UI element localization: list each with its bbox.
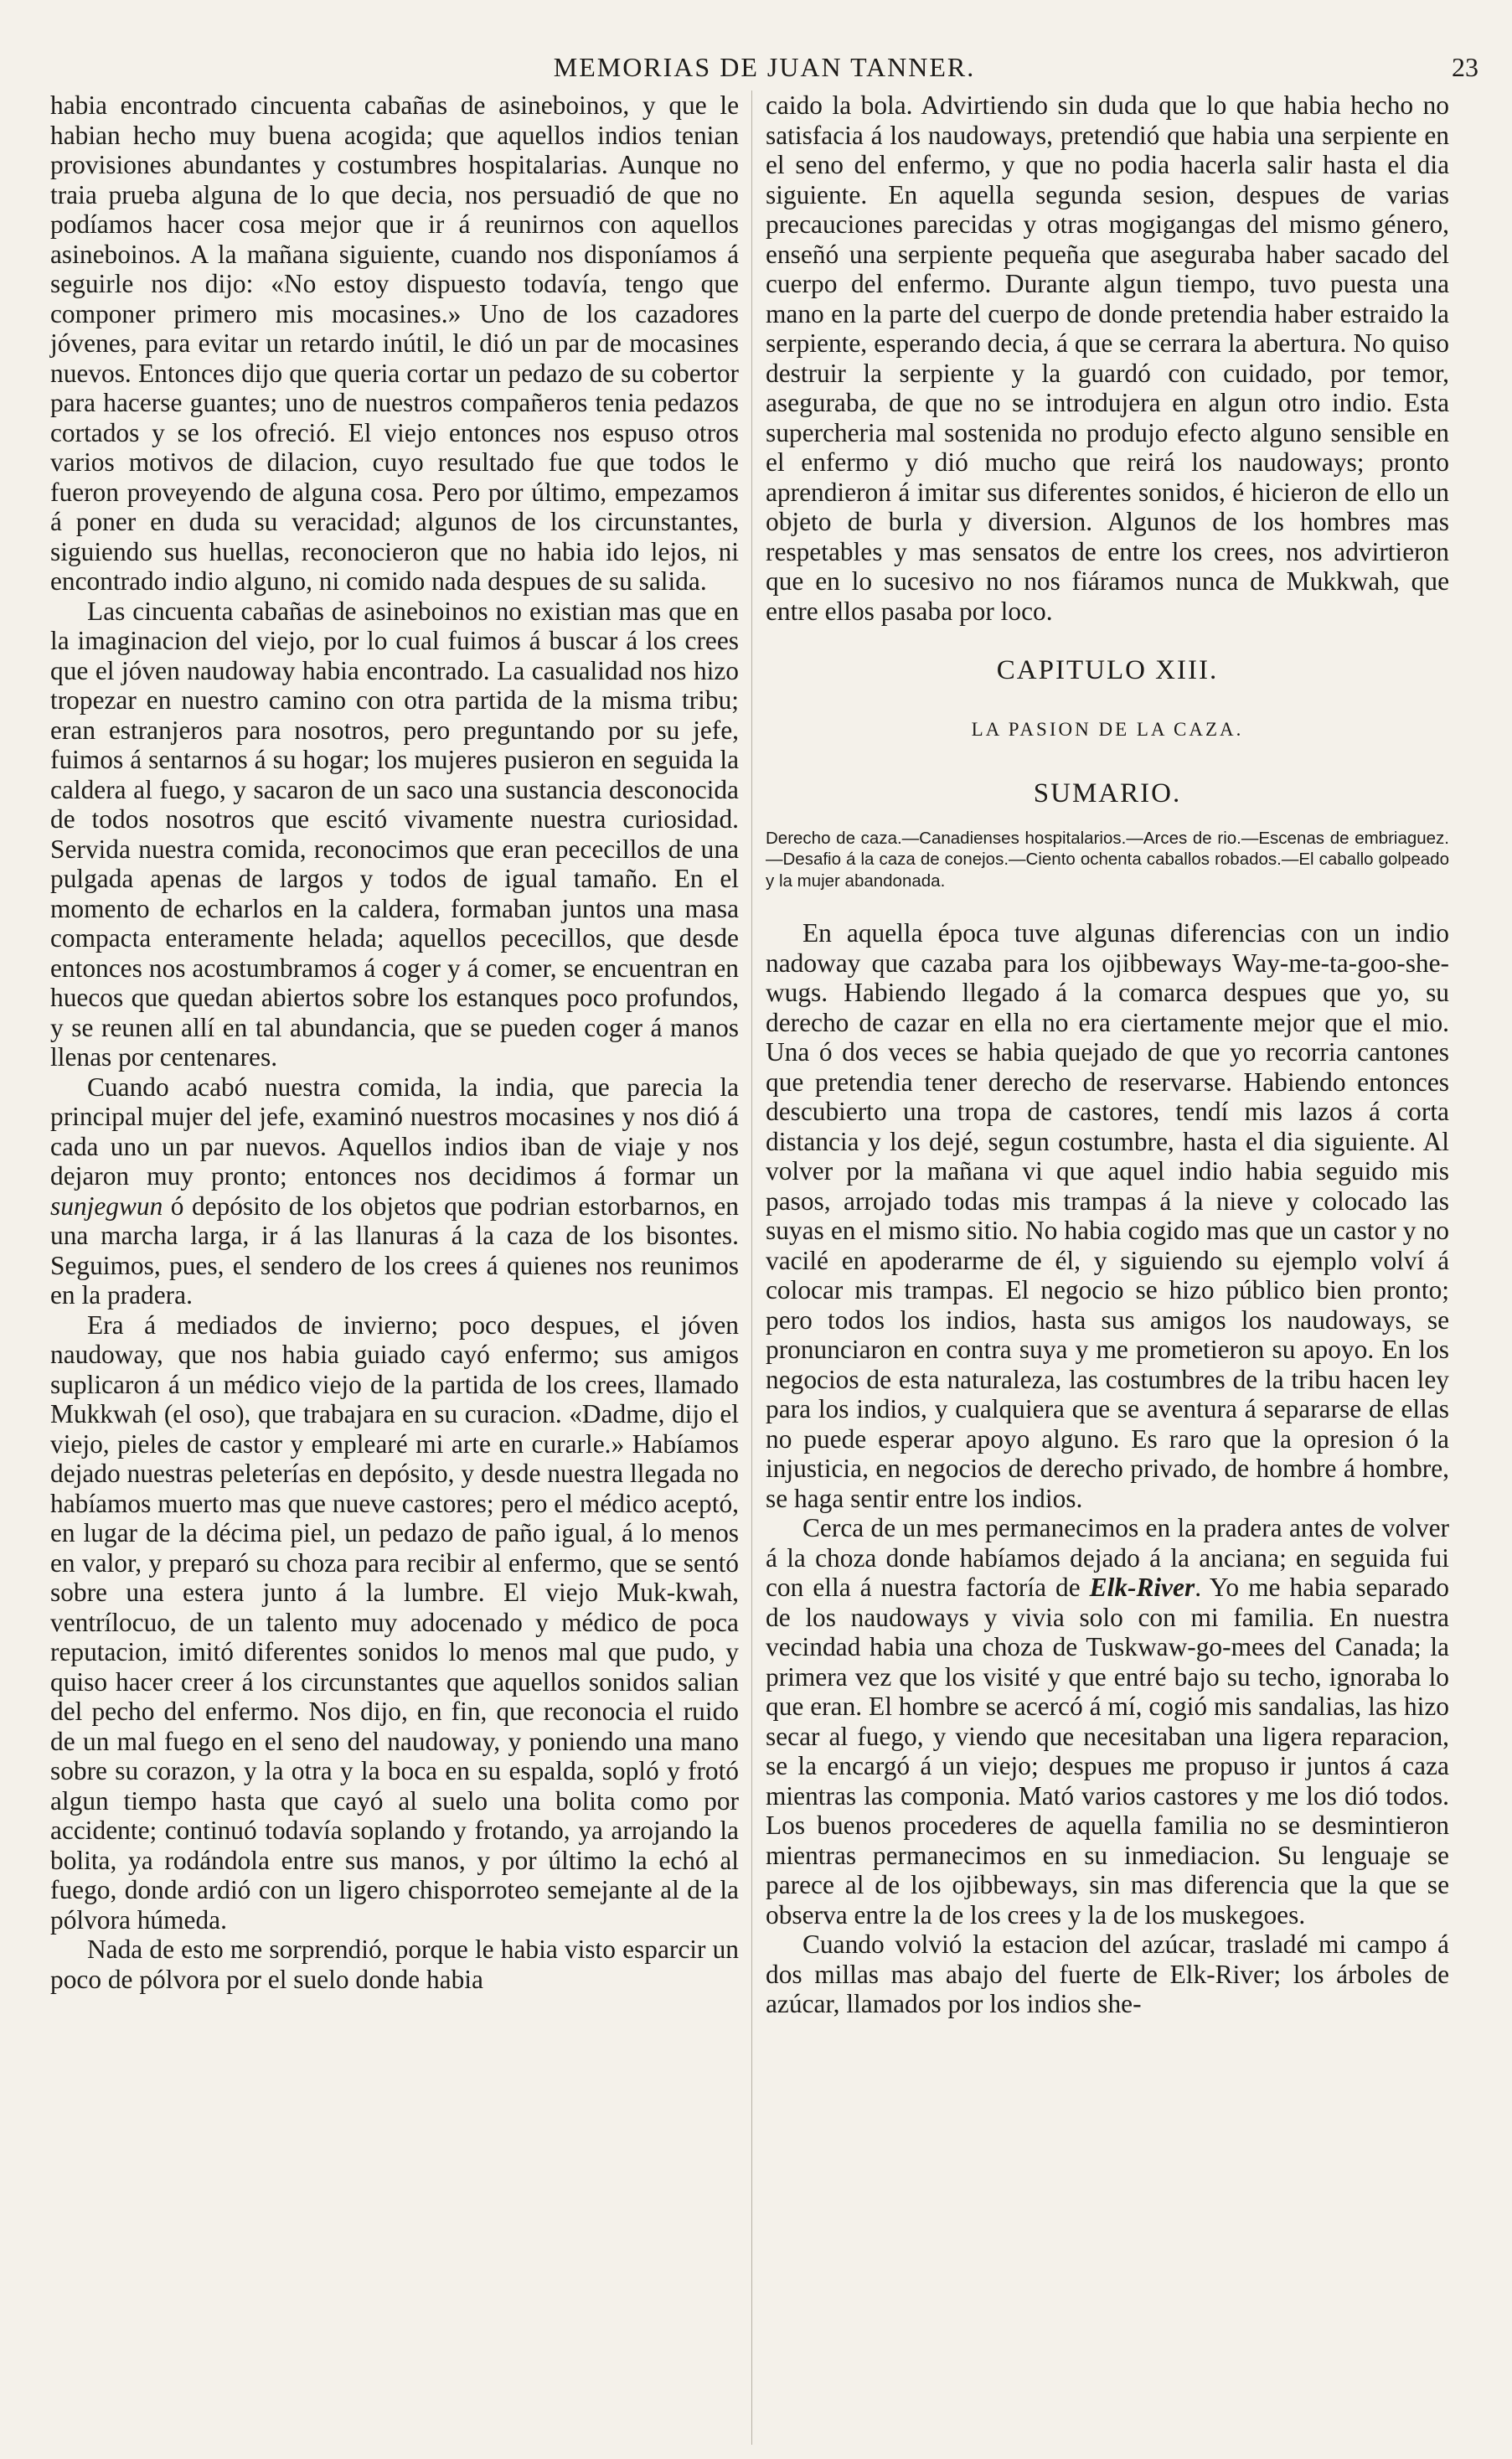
paragraph: Cuando volvió la estacion del azúcar, trasladé mi campo á dos millas mas abajo del fuerte de Elk-River; los árboles de azúcar, llamados por los indios she- xyxy=(766,1929,1449,2018)
italic-term: sunjegwun xyxy=(50,1191,163,1221)
chapter-title: CAPITULO XIII. xyxy=(996,655,1219,685)
running-header xyxy=(50,52,1478,92)
text-run: Cerca de un mes permanecimos en la pradera antes de volver á la choza donde habíamos dejado á la anciana; en seguida fui con ella á nuestra factoría de xyxy=(766,1513,1449,1602)
paragraph xyxy=(50,1072,739,1310)
paragraph: Las cincuenta cabañas de asineboinos no existian mas que en la imaginacion del viejo, por lo cual fuimos á buscar á los crees que el jóven naudoway habia encontrado. La casualidad nos hizo tropezar en nuestro camino con otra partida de la misma tribu; eran estranjeros para nosotros, pero preguntando por su jefe, fuimos á sentarnos á su hogar; los mujeres pusieron en seguida la caldera al fuego, y sacaron de un saco una sustancia desconocida de todos nosotros que escitó vivamente nuestra curiosidad. Servida nuestra comida, reconocimos que eran pececillos de una pulgada apenas de largos y todos de igual tamaño. En el momento de echarlos en la caldera, formaban juntos una masa compacta enteramente helada; aquellos pececillos, que desde entonces nos acostumbramos á coger y á comer, se encuentran en huecos que quedan abiertos sobre los estanques poco profundos, y se reunen allí en tal abundancia, que se pueden coger á manos llenas por centenares. xyxy=(50,596,739,1072)
left-column xyxy=(50,90,739,1994)
chapter-summary: Derecho de caza.—Canadienses hospitalarios.—Arces de rio.—Escenas de embriaguez.—Desafio á la caza de conejos.—Ciento ochenta caballos robados.—El caballo golpeado y la mujer abandonada. xyxy=(766,828,1449,891)
text-run: Cuando acabó nuestra comida, la india, que parecia la principal mujer del jefe, examinó nuestros mocasines y nos dió á cada uno un par nuevos. Aquellos indios iban de viaje y nos dejaron muy pronto; entonces nos decidimos á formar un xyxy=(50,1072,739,1191)
paragraph: habia encontrado cincuenta cabañas de asineboinos, y que le habian hecho muy buena acogida; que aquellos indios tenian provisiones abundantes y costumbres hospitalarias. Aunque no traia prueba alguna de lo que decia, nos persuadió de que no podíamos hacer cosa mejor que ir á reunirnos con aquellos asineboinos. A la mañana siguiente, cuando nos disponíamos á seguirle nos dijo: «No estoy dispuesto todavía, tengo que componer primero mis mocasines.» Uno de los cazadores jóvenes, para evitar un retardo inútil, le dió un par de mocasines nuevos. Entonces dijo que queria cortar un pedazo de su cobertor para hacerse guantes; uno de nuestros compañeros tenia pedazos cortados y se los ofreció. El viejo entonces nos espuso otros varios motivos de dilacion, cuyo resultado fue que todos le fueron proveyendo de alguna cosa. Pero por último, empezamos á poner en duda su veracidad; algunos de los circunstantes, siguiendo sus huellas, reconocieron que no habia ido lejos, ni encontrado indio alguno, ni comido nada despues de su salida. xyxy=(50,90,739,596)
right-column xyxy=(766,90,1449,2019)
paragraph xyxy=(766,1513,1449,1929)
page-number: 23 xyxy=(1452,52,1478,82)
running-title: MEMORIAS DE JUAN TANNER. xyxy=(553,52,976,82)
chapter-subtitle: LA PASION DE LA CAZA. xyxy=(971,718,1244,740)
summary-title: SUMARIO. xyxy=(1033,778,1182,808)
text-run: ó depósito de los objetos que podrian estorbarnos, en una marcha larga, ir á las llanuras á la caza de los bisontes. Seguimos, pues, el sendero de los crees á quienes nos reunimos en la pradera. xyxy=(50,1191,739,1310)
paragraph: En aquella época tuve algunas diferencias con un indio nadoway que cazaba para los ojibbeways Way-me-ta-goo-she-wugs. Habiendo llegado á la comarca despues que yo, su derecho de cazar en ella no era ciertamente mejor que el mio. Una ó dos veces se habia quejado de que yo recorria cantones que pretendia tener derecho de reservarse. Habiendo entonces descubierto una tropa de castores, tendí mis lazos á corta distancia y los dejé, segun costumbre, hasta el dia siguiente. Al volver por la mañana vi que aquel indio habia seguido mis pasos, arrojado todas mis trampas á la nieve y colocado las suyas en el mismo sitio. No habia cogido mas que un castor y no vacilé en apoderarme de él, y siguiendo su ejemplo volví á colocar mis trampas. El negocio se hizo público bien pronto; pero todos los indios, hasta sus amigos los naudoways, se pronunciaron en contra suya y me prometieron su apoyo. En los negocios de esta naturaleza, las costumbres de la tribu hacen ley para los indios, y cualquiera que se aventura á separarse de ellas no puede esperar apoyo alguno. Es raro que la opresion ó la injusticia, en negocios de derecho privado, de hombre á hombre, se haga sentir entre los indios. xyxy=(766,918,1449,1513)
column-divider xyxy=(751,90,752,2445)
paragraph: caido la bola. Advirtiendo sin duda que lo que habia hecho no satisfacia á los naudoways, pretendió que habia una serpiente en el seno del enfermo, y que no podia hacerla salir hasta el dia siguiente. En aquella segunda sesion, despues de varias precauciones parecidas y otras mogigangas del mismo género, enseñó una serpiente pequeña que aseguraba haber sacado del cuerpo del enfermo. Durante algun tiempo, tuvo puesta una mano en la parte del cuerpo de donde pretendia haber estraido la serpiente, esperando decia, á que se cerrara la abertura. No quiso destruir la serpiente y la guardó con cuidado, por temor, aseguraba, de que no se introdujera en algun otro indio. Esta supercheria mal sostenida no produjo efecto alguno sensible en el enfermo y dió mucho que reirá los naudoways; pronto aprendieron á imitar sus diferentes sonidos, é hicieron de ello un objeto de burla y diversion. Algunos de los hombres mas respetables y mas sensatos de entre los crees, nos advirtieron que en lo sucesivo no nos fiáramos nunca de Mukkwah, que entre ellos pasaba por loco. xyxy=(766,90,1449,626)
paragraph: Era á mediados de invierno; poco despues, el jóven naudoway, que nos habia guiado cayó enfermo; sus amigos suplicaron á un médico viejo de la partida de los crees, llamado Mukkwah (el oso), que trabajara en su curacion. «Dadme, dijo el viejo, pieles de castor y emplearé mi arte en curarle.» Habíamos dejado nuestras peleterías en depósito, y desde nuestra llegada no habíamos muerto mas que nueve castores; pero el médico aceptó, en lugar de la décima piel, un pedazo de paño igual, á lo menos en valor, y preparó su choza para recibir al enfermo, que se sentó sobre una estera junto á la lumbre. El viejo Muk-kwah, ventrílocuo, de un talento muy adocenado y médico de poca reputacion, imitó diferentes sonidos lo menos mal que pudo, y quiso hacer creer á los circunstantes que aquellos sonidos salian del pecho del enfermo. Nos dijo, en fin, que reconocia el ruido de un mal fuego en el seno del naudoway, y poniendo una mano sobre su corazon, y la otra y la boca en su espalda, sopló y frotó algun tiempo hasta que cayó al suelo una bolita como por accidente; continuó todavía soplando y frotando, ya arrojando la bolita, ya rodándola entre sus manos, y por último la echó al fuego, donde ardió con un ligero chisporroteo semejante al de la pólvora húmeda. xyxy=(50,1310,739,1935)
italic-place-name: Elk-River xyxy=(1089,1573,1195,1602)
paragraph: Nada de esto me sorprendió, porque le habia visto esparcir un poco de pólvora por el suelo donde habia xyxy=(50,1935,739,1994)
text-run: . Yo me habia separado de los naudoways y vivia solo con mi familia. En nuestra vecindad habia una choza de Tuskwaw-go-mees del Canada; la primera vez que los visité y que entré bajo su techo, ignoraba lo que eran. El hombre se acercó á mí, cogió mis sandalias, las hizo secar al fuego, y viendo que necesitaban una ligera reparacion, se la encargó á un viejo; despues me propuso ir juntos á caza mientras las componia. Mató varios castores y me los dió todos. Los buenos procederes de aquella familia no se desmintieron mientras permanecimos en su inmediacion. Su lenguaje se parece al de los ojibbeways, sin mas diferencia que la que se observa entre la de los crees y la de los muskegoes. xyxy=(766,1573,1449,1929)
